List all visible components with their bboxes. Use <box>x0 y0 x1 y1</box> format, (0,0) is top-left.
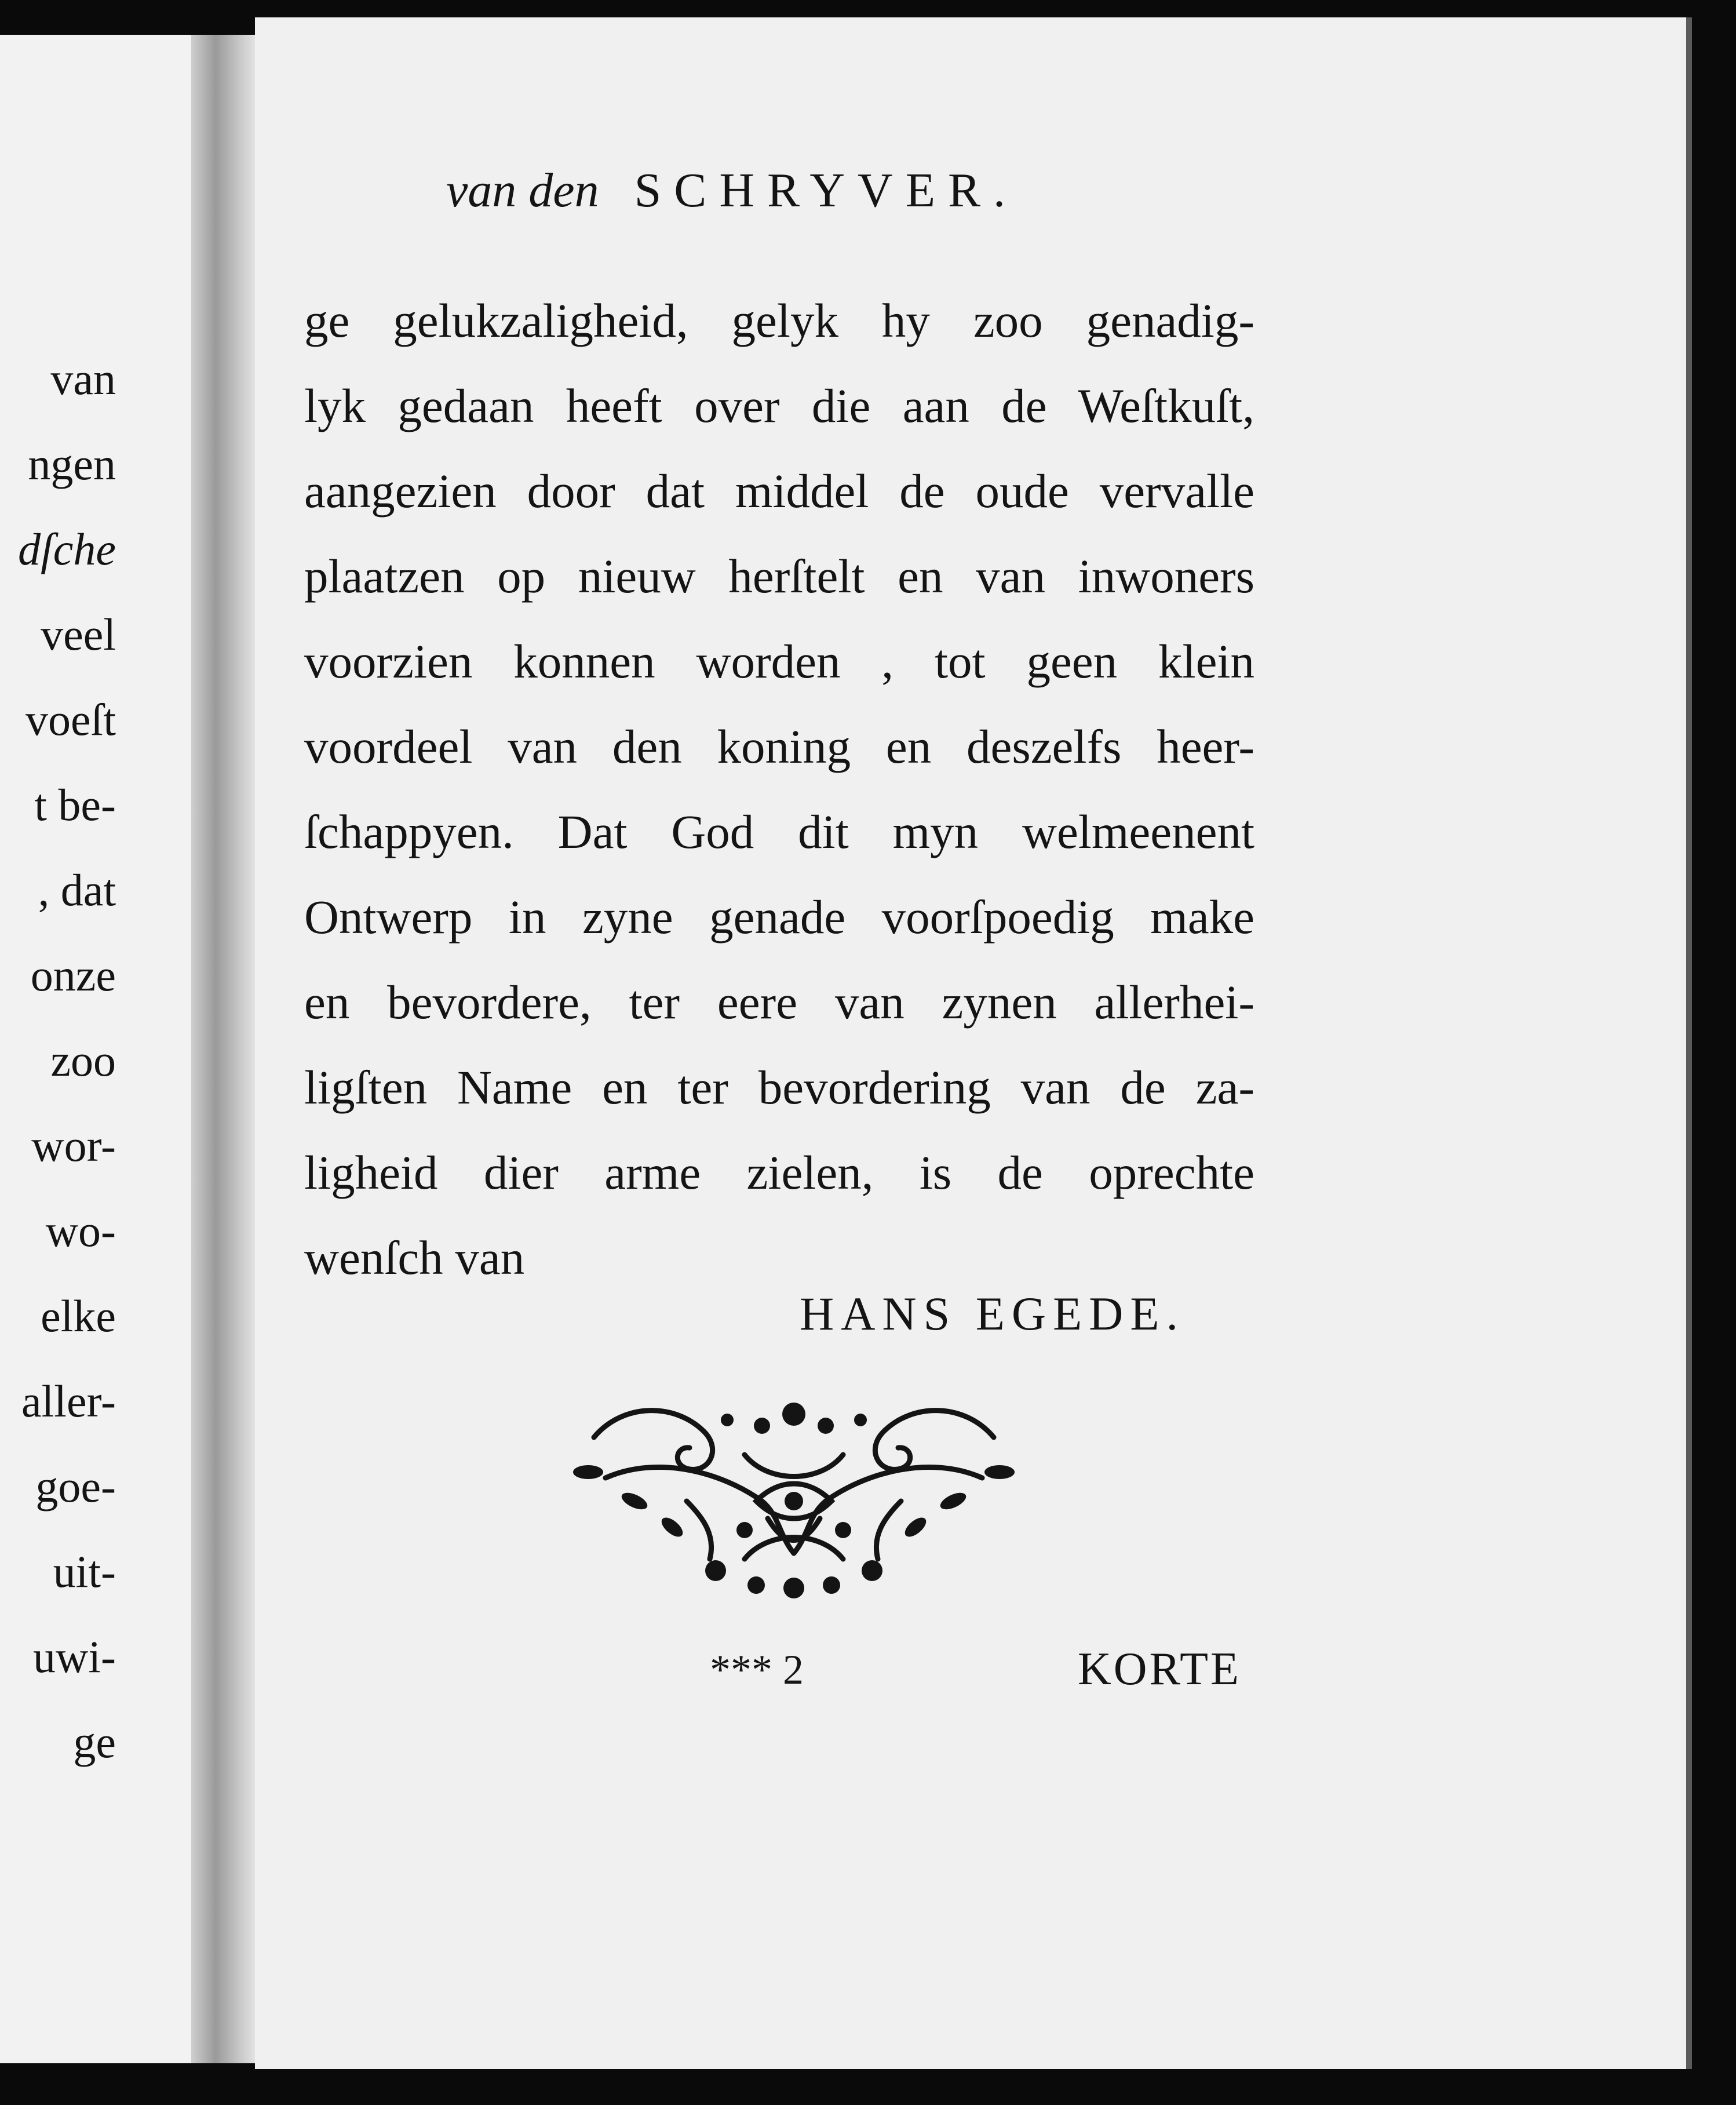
text-line: ligheid dier arme zielen, is de oprechte <box>304 1146 1254 1199</box>
left-line: wor- <box>31 1120 116 1171</box>
left-page <box>0 35 197 2063</box>
floral-ornament-icon <box>571 1385 1017 1605</box>
left-line: wo- <box>45 1206 116 1256</box>
body-text <box>304 278 1254 1301</box>
text-line: Ontwerp in zyne genade voorſpoedig make <box>304 890 1254 944</box>
catchword: KORTE <box>1078 1644 1241 1695</box>
left-line: t be- <box>34 780 116 830</box>
text-line: plaatzen op nieuw herſtelt en van inwoners <box>304 549 1254 603</box>
left-line: elke <box>41 1291 116 1341</box>
left-line: uit- <box>53 1546 116 1597</box>
left-line: zoo <box>50 1035 116 1086</box>
text-line: ligſten Name en ter bevordering van de za- <box>304 1061 1254 1114</box>
author-signature: HANS EGEDE. <box>800 1287 1185 1340</box>
left-line: van <box>50 354 116 404</box>
left-page-text <box>0 336 197 1784</box>
book-gutter <box>191 35 261 2063</box>
left-line: veel <box>41 609 116 660</box>
left-line: onze <box>30 950 116 1000</box>
left-line: voeſt <box>25 694 116 745</box>
text-line: voorzien konnen worden , tot geen klein <box>304 635 1254 688</box>
left-line: dſche <box>18 524 116 574</box>
signature-mark: *** 2 <box>710 1647 804 1693</box>
text-line: ge gelukzaligheid, gelyk hy zoo genadig- <box>304 294 1254 347</box>
left-line: goe- <box>35 1461 116 1512</box>
text-line: voordeel van den koning en deszelfs heer- <box>304 720 1254 773</box>
text-line: ſchappyen. Dat God dit myn welmeenent <box>304 805 1254 858</box>
left-line: , dat <box>38 865 116 915</box>
left-line: aller- <box>21 1376 116 1426</box>
left-line: uwi- <box>33 1631 116 1682</box>
text-line: aangezien door dat middel de oude vervalle <box>304 464 1254 518</box>
text-line: wenſch van <box>304 1231 525 1284</box>
text-line: en bevordere, ter eere van zynen allerhei- <box>304 975 1254 1029</box>
text-line: lyk gedaan heeft over die aan de Weſtkuſt, <box>304 379 1254 432</box>
left-line: ngen <box>28 439 116 489</box>
left-line: ge <box>73 1717 116 1767</box>
running-head <box>446 162 1018 218</box>
running-head-italic: van den <box>446 163 599 217</box>
running-head-caps: SCHRYVER. <box>634 163 1019 217</box>
